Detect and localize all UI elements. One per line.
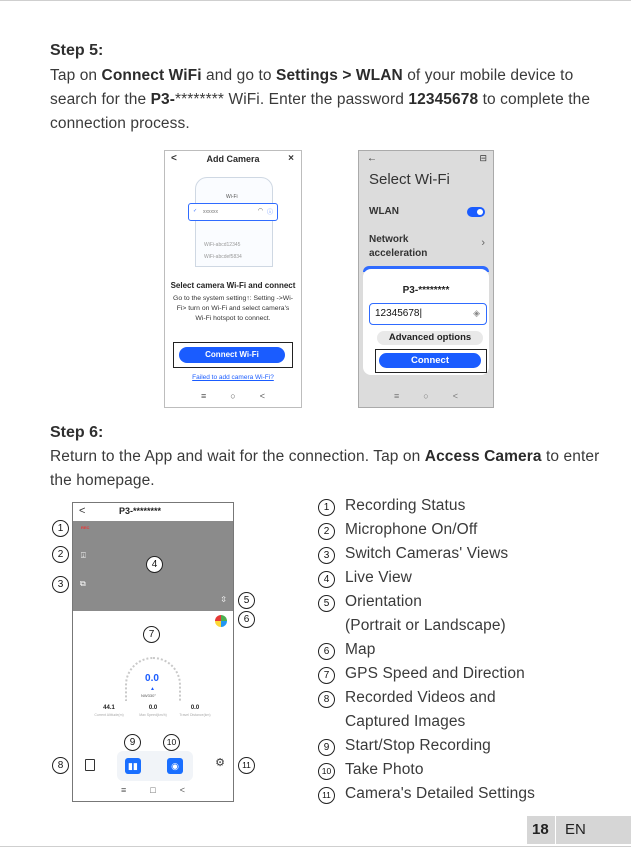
phone-illustration (195, 177, 273, 267)
select-wifi-heading: Select camera Wi-Fi and connect (170, 281, 296, 290)
record-button[interactable]: ▮▮ (125, 758, 141, 774)
distance-value: 0.0 (190, 705, 200, 711)
legend-num-10: 10 (318, 763, 335, 780)
settings-gear-icon[interactable]: ⚙ (215, 757, 225, 769)
legend-text-6: Map (345, 641, 376, 658)
altitude-value: 44.1 (103, 705, 115, 711)
dialog-ssid: P3-******** (402, 285, 450, 296)
password-value: 12345678| (375, 308, 423, 319)
legend-num-1: 1 (318, 499, 335, 516)
legend-text-4: Live View (345, 569, 412, 586)
nav-bar (73, 785, 233, 795)
footer-divider (555, 816, 556, 844)
camera-icon[interactable]: ◉ (167, 758, 183, 774)
add-camera-title: Add Camera (206, 154, 260, 164)
legend-text-1: Recording Status (345, 497, 466, 514)
legend-text-8: Recorded Videos and (345, 689, 496, 706)
camera-home-screen (72, 502, 234, 802)
bottom-border (0, 846, 631, 847)
legend-text-7: GPS Speed and Direction (345, 665, 525, 682)
distance-label: Travel Distance(km) (179, 713, 211, 717)
legend-text-5: Orientation (345, 593, 422, 610)
map-icon[interactable] (215, 615, 227, 627)
callout-4: 4 (146, 556, 163, 573)
back-nav-icon[interactable]: < (452, 391, 458, 401)
orientation-icon[interactable]: ⇳ (220, 595, 227, 604)
legend-num-6: 6 (318, 643, 335, 660)
nav-bar (165, 391, 301, 401)
connect-button[interactable]: Connect (379, 353, 481, 368)
legend-num-3: 3 (318, 547, 335, 564)
mock-network-2: WiFi-abcdef5834 (204, 254, 242, 260)
selected-camera-wifi (188, 203, 278, 221)
eye-icon[interactable]: ◈ (473, 308, 480, 318)
legend-text-10: Take Photo (345, 761, 424, 778)
network-acceleration-label[interactable]: Network acceleration (369, 234, 428, 259)
direction-arrow-icon: ▲ (150, 686, 155, 692)
legend-text-5b: (Portrait or Landscape) (345, 617, 506, 634)
advanced-options-button[interactable]: Advanced options (377, 331, 483, 345)
direction-value: NW330° (141, 693, 156, 698)
legend-num-11: 11 (318, 787, 335, 804)
scan-icon[interactable]: ⊟ (479, 153, 487, 163)
callout-8: 8 (52, 757, 69, 774)
mock-network-1: WiFi-abcd12345 (204, 242, 241, 248)
select-wifi-screen (358, 150, 494, 408)
altitude-label: Current Altitude(m) (94, 713, 124, 717)
selected-ssid: xxxxxx (203, 209, 218, 215)
speed-value: 0.0 (145, 673, 159, 684)
callout-5: 5 (238, 592, 255, 609)
home-nav-icon[interactable]: ○ (423, 391, 429, 401)
wifi-instructions: Go to the system setting↑: Setting ->Wi-Fi> turn on Wi-Fi and select camera's Wi-Fi hotspot to connect. (173, 295, 293, 322)
wifi-check-icon: ✓ (193, 208, 198, 214)
select-wifi-title: Select Wi-Fi (369, 171, 450, 188)
back-icon[interactable]: < (79, 505, 86, 517)
callout-3: 3 (52, 576, 69, 593)
add-camera-header (165, 151, 301, 169)
legend-num-5: 5 (318, 595, 335, 612)
connect-wifi-button[interactable]: Connect Wi-Fi (179, 347, 285, 363)
home-nav-icon[interactable]: □ (150, 785, 156, 795)
wlan-label: WLAN (369, 206, 399, 217)
wlan-toggle[interactable] (467, 207, 485, 217)
switch-camera-icon[interactable]: ⧉ (80, 579, 86, 588)
recorded-files-icon[interactable] (85, 759, 95, 771)
home-nav-icon[interactable]: ○ (230, 391, 236, 401)
close-icon[interactable]: × (288, 153, 294, 164)
info-icon: ⓘ (266, 210, 273, 216)
legend-text-11: Camera's Detailed Settings (345, 785, 535, 802)
max-speed-value: 0.0 (148, 705, 158, 711)
mock-wifi-header: Wi-Fi (226, 194, 238, 200)
step5-heading: Step 5: (50, 42, 104, 59)
callout-9: 9 (124, 734, 141, 751)
step5-text: Tap on Connect WiFi and go to Settings > WLAN of your mobile device to search for the P3-******** WiFi. Enter the password 12345678 to complete the connection process. (50, 67, 591, 132)
menu-nav-icon[interactable]: ≡ (394, 391, 400, 401)
legend-num-7: 7 (318, 667, 335, 684)
microphone-icon[interactable]: ⍗ (81, 551, 86, 560)
callout-1: 1 (52, 520, 69, 537)
legend-num-8: 8 (318, 691, 335, 708)
password-input[interactable] (369, 303, 487, 325)
page-number: 18 (532, 821, 549, 838)
legend-text-8b: Captured Images (345, 713, 466, 730)
back-arrow-icon[interactable]: ← (367, 153, 377, 164)
page-footer (527, 816, 631, 844)
legend-num-9: 9 (318, 739, 335, 756)
back-nav-icon[interactable]: < (259, 391, 265, 401)
max-speed-label: Max Speed(km/h) (139, 713, 167, 717)
legend-num-4: 4 (318, 571, 335, 588)
failed-add-link[interactable]: Failed to add camera Wi-Fi? (192, 374, 274, 381)
recording-status-badge: REC (81, 525, 90, 530)
language-label: EN (565, 821, 586, 838)
wifi-password-dialog (363, 269, 489, 375)
callout-6: 6 (238, 611, 255, 628)
nav-bar (359, 391, 493, 401)
step6-heading: Step 6: (50, 424, 104, 441)
camera-title: P3-******** (119, 506, 162, 516)
legend-text-2: Microphone On/Off (345, 521, 478, 538)
callout-2: 2 (52, 546, 69, 563)
back-icon[interactable]: < (171, 153, 177, 164)
add-camera-screen (164, 150, 302, 408)
legend-num-2: 2 (318, 523, 335, 540)
step6-text: Return to the App and wait for the connection. Tap on Access Camera to enter the homepage. (50, 448, 600, 489)
wifi-signal-icon: ◠ (257, 208, 263, 214)
callout-11: 11 (238, 757, 255, 774)
back-nav-icon[interactable]: < (179, 785, 185, 795)
menu-nav-icon[interactable]: ≡ (121, 785, 127, 795)
menu-nav-icon[interactable]: ≡ (201, 391, 207, 401)
legend-text-9: Start/Stop Recording (345, 737, 491, 754)
callout-7: 7 (143, 626, 160, 643)
top-border (0, 0, 631, 1)
chevron-right-icon: › (481, 237, 485, 249)
record-controls (117, 751, 193, 781)
legend-text-3: Switch Cameras' Views (345, 545, 509, 562)
callout-10: 10 (163, 734, 180, 751)
